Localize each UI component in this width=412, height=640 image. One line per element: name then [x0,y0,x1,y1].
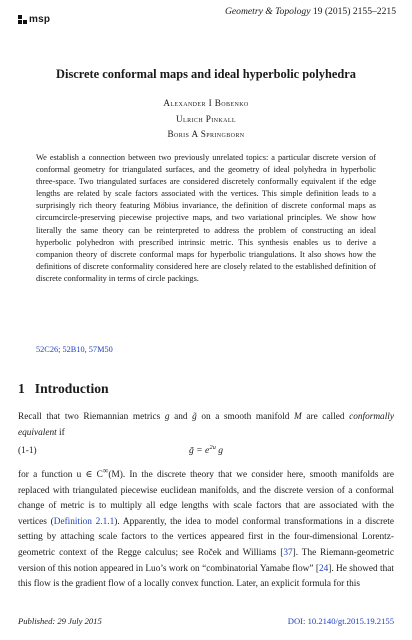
section-heading [18,381,109,397]
citation-link[interactable]: 24 [318,563,329,574]
published-date: Published: 29 July 2015 [18,616,102,626]
doi-link[interactable]: DOI: 10.2140/gt.2015.19.2155 [287,616,394,626]
citation-link[interactable]: 37 [283,548,293,559]
journal-citation: 19 (2015) 2155–2215 [312,6,396,17]
journal-reference [225,6,396,17]
journal-name: Geometry & Topology [225,6,311,17]
msc-classification-link[interactable]: 52C26; 52B10, 57M50 [36,345,113,354]
msp-logo-icon [18,15,27,24]
msp-logo [18,14,50,25]
paper-title: Discrete conformal maps and ideal hyperbolic polyhedra [56,67,356,81]
intro-paragraph-2: for a function u ∈ C∞(M). In the discrete theory that we consider here, smooth manifolds are replaced with triangulated piecewise euclidean manifolds, and the discrete version of a conformal change of metric is to multiply all edge lengths with scale factors that are associated with the vertices (Definition 2.1.1). Apparently, the idea to model conformal transformations in a discrete setting by attaching scale factors to the vertices appeared first in the four-dimensional Lorentz-geometric context of the Regge calculus; see Roček and Williams [37]. The Riemann-geometric version of this notion appeared in Luo’s work on “combinatorial Yamabe flow” [24]. He showed that this flow is the gradient flow of a locally convex function. Later, an explicit formula for this [18,466,395,590]
equation: g̃ = $e^{2u}$ g [188,444,224,457]
msp-logo-text: msp [29,14,51,25]
emphasis-conformally-equivalent: conformally equivalent [18,412,394,438]
author-name: Boris A Springborn [167,129,245,139]
abstract: We establish a connection between two previously unrelated topics: a particular discrete version of conformal geometry for triangulated surfaces, and the geometry of ideal polyhedra in hyperbolic three-space. Two triangulated surfaces are considered discretely conformally equivalent if the edge lengths are related by scale factors associated with the vertices. This simple definition leads to a surprisingly rich theory featuring Möbius invariance, the definition of discrete conformal maps as circumcircle-preserving piecewise projective maps, and two variational principles. We show how literally the same theory can be reinterpreted to address the problem of constructing an ideal hyperbolic polyhedron with prescribed intrinsic metric. This synthesis enables us to derive a companion theory of discrete conformal maps for hyperbolic triangulations. It also shows how the definitions of discrete conformality considered here are closely related to the established definition of discrete conformality in terms of circle packings. [36,153,376,283]
intro-paragraph-1: Recall that two Riemannian metrics g and g̃ on a smooth manifold M are called conformally equivalent if [18,412,394,438]
author-name: Ulrich Pinkall [176,113,236,124]
definition-reference-link[interactable]: Definition 2.1.1 [53,516,115,527]
equation-label: (1-1) [18,446,37,456]
author-list [0,96,412,143]
author-name: Alexander I Bobenko [163,98,249,108]
section-title: Introduction [34,381,109,396]
section-number: 1 [18,381,25,396]
